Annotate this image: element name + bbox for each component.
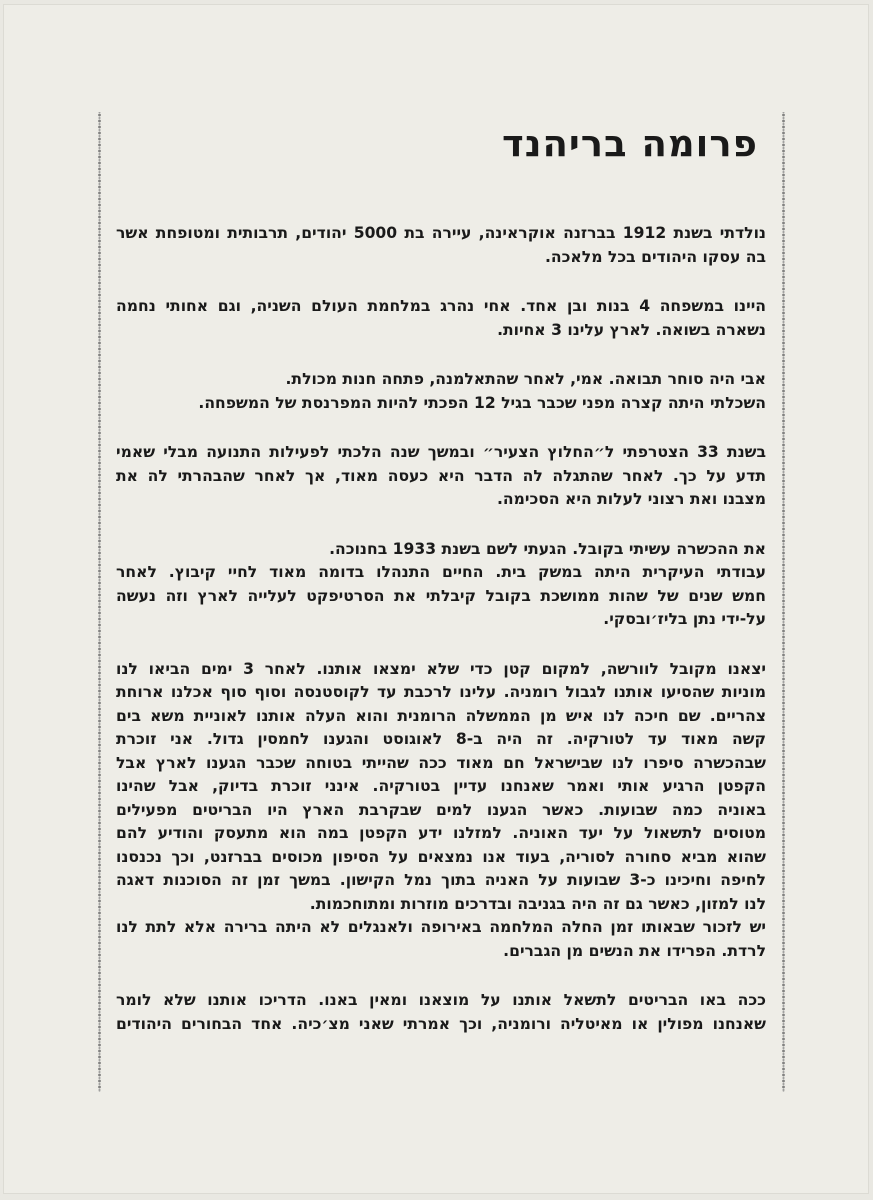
page-title: פרומה בריהנד [501,122,758,165]
paragraph [116,658,766,964]
paragraph [116,222,766,269]
paragraph-line: השכלתי היתה קצרה מפני שכבר בגיל 12 הפכתי להיות המפרנסת של המשפחה. [198,393,766,412]
paragraph-line: יש לזכור שבאותו זמן החלה המלחמה באירופה ולאנגלים לא היתה ברירה אלא לתת לנו [116,918,766,937]
paragraph-line: תדע על כך. לאחר שהתגלה לה הדבר היא כעסה מאוד, אך לאחר שהבהרתי לה את [116,466,766,485]
paragraph-line: בה עסקו היהודים בכל מלאכה. [544,247,766,266]
paragraph-line: נולדתי בשנת 1912 בברזנה אוקראינה, עיירה בת 5000 יהודים, תרבותית ומטופחת אשר [116,224,766,243]
paragraph [116,989,766,1036]
paragraph-line: חמש שנים של שהות ממושכת בקובל קיבלתי את הסרטיפקט לעלייה לארץ וזה נעשה [116,586,766,605]
paragraph-line: היינו במשפחה 4 בנות ובן אחד. אחי נהרג במלחמת העולם השניה, וגם אחותי נחמה [116,297,767,316]
paragraph-line: ככה באו הבריטים לתשאל אותנו על מוצאנו ומאין באנו. הדריכו אותנו שלא לומר [116,991,766,1010]
document-page [3,4,869,1194]
paragraphs-container [116,222,766,1036]
paragraph-line: את ההכשרה עשיתי בקובל. הגעתי לשם בשנת 1933 בחנוכה. [329,539,766,558]
paragraph-line: יצאנו מקובל לוורשה, למקום קטן כדי שלא ימצאו אותנו. לאחר 3 ימים הביאו לנו [116,659,766,678]
paragraph-line: נשארה בשואה. לארץ עלינו 3 אחיות. [497,320,766,339]
paragraph-line: מצבנו ואת רצוני לעלות היא הסכימה. [496,490,766,509]
paragraph [116,295,766,342]
paragraph [116,368,766,415]
paragraph-line: אבי היה סוחר תבואה. אמי, לאחר שהתאלמנה, פתחה חנות מכולת. [285,370,766,389]
paragraph-line: שאנחנו מפולין או מאיטליה ורומניה, וכך אמרתי שאני מצ׳כיה. אחד הבחורים היהודים [116,1014,766,1033]
paragraph-line: שבהכשרה סיפרו לנו שבישראל חם מאוד ככה שהייתי בטוחה שכבר הגענו לארץ אבל [116,753,766,772]
paragraph-line: הקפטן הרגיע אותי ואמר שאנחנו עדיין בטורקיה. אינני זוכרת בדיוק, אבל שהינו [116,777,766,796]
paragraph-line: לנו למזון, כאשר גם זה היה בגניבה ובדרכים מוזרות ומתוחכמות. [309,894,766,913]
paragraph-line: לחיפה וחיכינו כ-3 שבועות על האניה בתוך נמל הקישון. במשך זמן זה הסוכנות דאגה [116,871,766,890]
paragraph-line: על-ידי נתן בליז׳ובסקי. [603,610,766,629]
document-body [116,122,766,1062]
paragraph-line: מטוסים לתשאול על יעד האוניה. למזלנו ידע הקפטן במה הוא מתעסק והודיע להם [116,824,766,843]
decorative-border-right [780,112,787,1092]
paragraph-line: לרדת. הפרידו את הנשים מן הגברים. [503,941,766,960]
paragraph-line: צהריים. שם חיכה לנו איש מן הממשלה הרומנית והוא העלה אותנו לאוניית משא בים [116,706,766,725]
paragraph-line: בשנת 33 הצטרפתי ל״החלוץ הצעיר״ ובמשך שנה הלכתי לפעילות התנועה מבלי שאמי [116,443,767,462]
paragraph-line: שהוא מביא סחורה לסוריה, בעוד אנו נמצאים על הסיפון מכוסים בברזנט, וכך נכנסנו [116,847,766,866]
paragraph-line: עבודתי העיקרית היתה במשק בית. החיים התנהלו בדומה מאוד לחיי קיבוץ. לאחר [116,563,766,582]
paragraph [116,538,766,632]
paragraph-line: קשה מאוד עד לטורקיה. זה היה ב-8 לאוגוסט והגענו לחמסין גדול. אני זוכרת [116,730,766,749]
paragraph [116,441,766,512]
paragraph-line: באוניה כמה שבועות. כאשר הגענו למים שבקרבת הארץ היו הבריטים מפעילים [116,800,766,819]
decorative-border-left [96,112,103,1092]
paragraph-line: מוניות שהסיעו אותנו לגבול רומניה. עלינו לרכבת עד לקוסטנסה וסוף סוף אכלנו ארוחת [116,683,766,702]
